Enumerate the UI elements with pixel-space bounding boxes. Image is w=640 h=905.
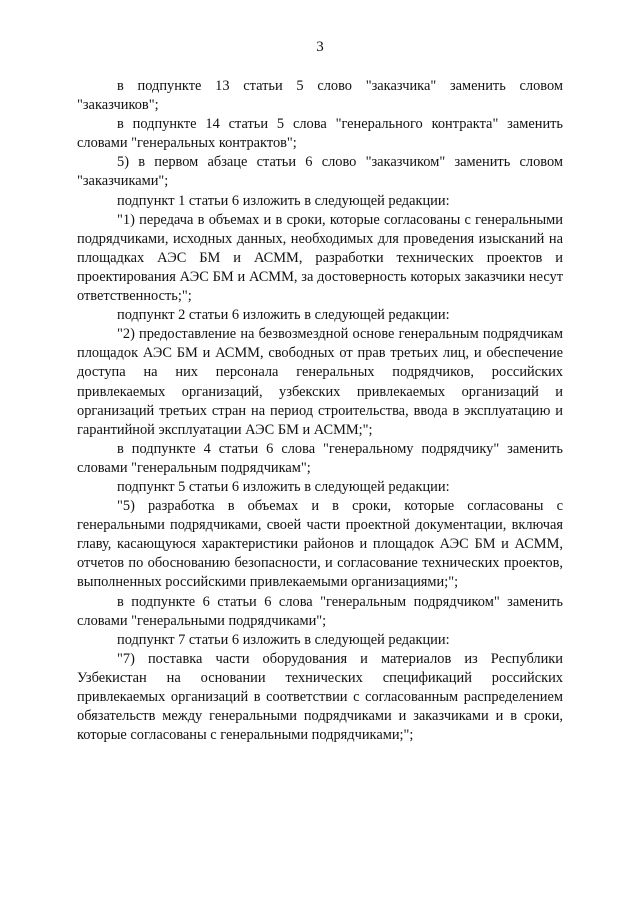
paragraph: в подпункте 14 статьи 5 слова "генерального контракта" заменить словами "генеральных контрактов";	[77, 116, 563, 152]
paragraph: "1) передача в объемах и в сроки, которые согласованы с генеральными подрядчиками, исходных данных, необходимых для проведения изысканий на площадках АЭС БМ и АСММ, разработки технических проектов и проектирования АЭС БМ и АСММ, за достоверность которых заказчики несут ответственность;";	[77, 211, 563, 305]
paragraph: "2) предоставление на безвозмездной основе генеральным подрядчикам площадок АЭС БМ и АСММ, свободных от прав третьих лиц, и обеспечение доступа на них персонала генеральных подрядчиков, российских привлекаемых организаций, узбекских привлекаемых организаций и организаций третьих стран на период строительства, ввода в эксплуатацию и гарантийной эксплуатации АЭС БМ и АСММ;";	[77, 326, 563, 438]
paragraph: подпункт 5 статьи 6 изложить в следующей редакции:	[117, 478, 450, 495]
paragraph: в подпункте 13 статьи 5 слово "заказчика" заменить словом "заказчиков";	[77, 78, 563, 114]
page-number: 3	[316, 39, 324, 55]
paragraph: подпункт 2 статьи 6 изложить в следующей редакции:	[117, 307, 450, 324]
paragraph: подпункт 1 статьи 6 изложить в следующей редакции:	[117, 192, 450, 209]
paragraph: подпункт 7 статьи 6 изложить в следующей редакции:	[117, 631, 450, 648]
paragraph: в подпункте 4 статьи 6 слова "генеральному подрядчику" заменить словами "генеральным подрядчикам";	[77, 440, 563, 476]
paragraph: "5) разработка в объемах и в сроки, которые согласованы с генеральными подрядчиками, своей части проектной документации, включая главу, касающуюся характеристики районов и площадок АЭС БМ и АСММ, отчетов по обоснованию безопасности, и согласование технических проектов, выполненных российскими привлекаемыми организациями;";	[77, 498, 563, 591]
document-body	[77, 77, 563, 745]
paragraph: 5) в первом абзаце статьи 6 слово "заказчиком" заменить словом "заказчиками";	[77, 154, 563, 190]
paragraph: в подпункте 6 статьи 6 слова "генеральным подрядчиком" заменить словами "генеральными подрядчиками";	[77, 593, 563, 629]
paragraph: "7) поставка части оборудования и материалов из Республики Узбекистан на основании технических спецификаций российских привлекаемых организаций в соответствии с согласованным распределением обязательств между генеральными подрядчиками и заказчиками и в сроки, которые согласованы с генеральными подрядчиками;";	[77, 650, 563, 744]
